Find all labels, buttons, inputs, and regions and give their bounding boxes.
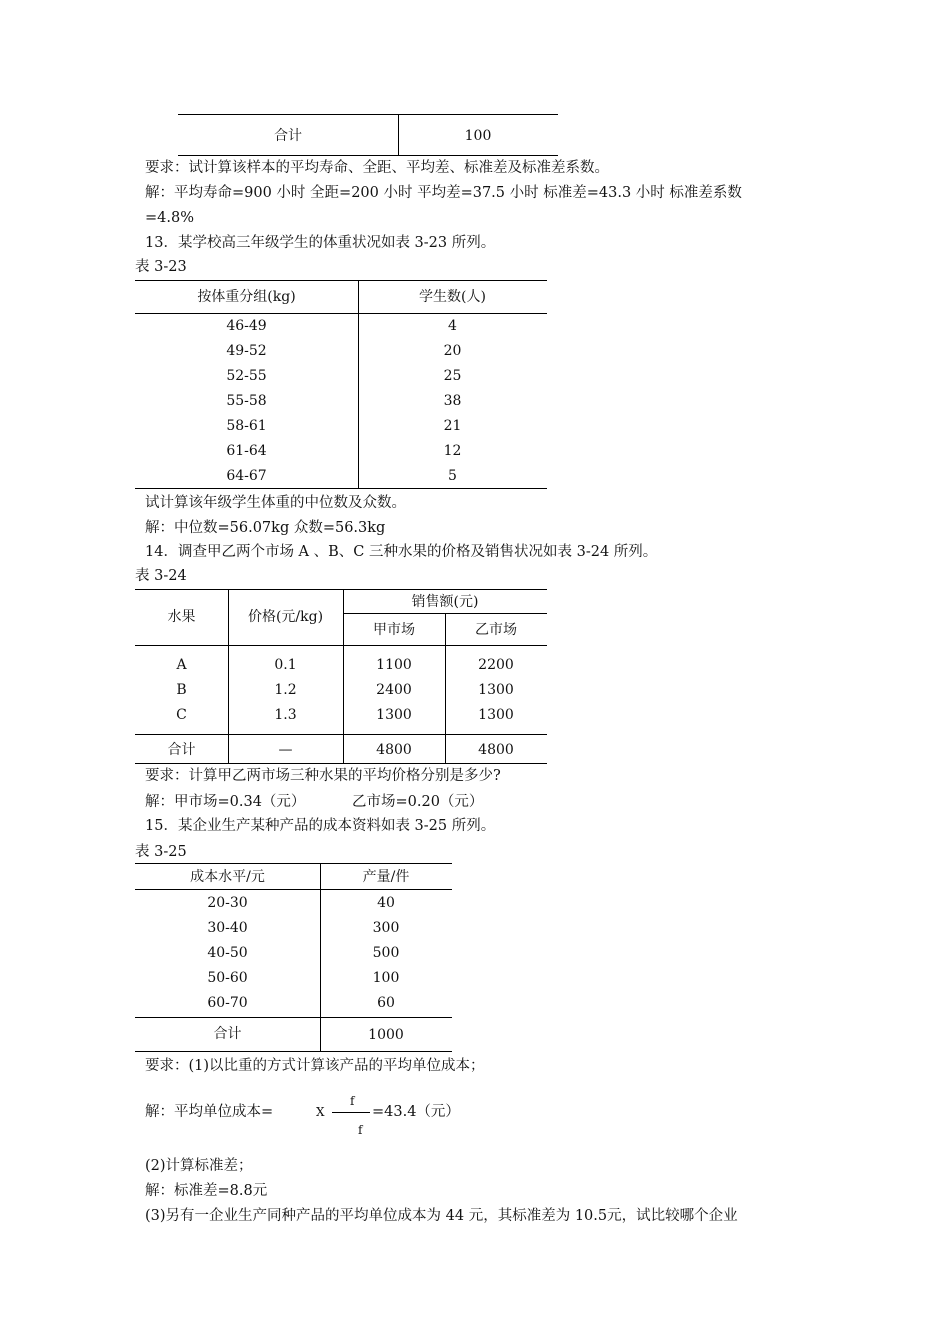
table-rule xyxy=(135,763,547,764)
p15-answer-1-prefix: 解：平均单位成本= xyxy=(145,1104,274,1120)
header-sales: 销售额(元) xyxy=(411,594,479,610)
table-rule xyxy=(135,889,452,890)
p15-title: 15．某企业生产某种产品的成本资料如表 3-25 所列。 xyxy=(145,818,496,834)
table-cell: 40 xyxy=(377,895,395,911)
header-weight-group: 按体重分组(kg) xyxy=(197,289,296,305)
total-value: 100 xyxy=(464,128,492,144)
table-cell: 20-30 xyxy=(207,895,248,911)
p15-requirement-2: (2)计算标准差； xyxy=(145,1158,253,1174)
table-cell: 38 xyxy=(443,393,462,409)
p14-title: 14．调查甲乙两个市场 A 、B、C 三种水果的价格及销售状况如表 3-24 所列。 xyxy=(145,544,658,560)
formula-x: X xyxy=(316,1105,325,1119)
table-rule xyxy=(135,1051,452,1052)
p15-answer-2: 解：标准差=8.8元 xyxy=(145,1183,268,1199)
table-cell: 1.3 xyxy=(274,707,297,723)
table-rule xyxy=(135,589,547,590)
table-cell: 58-61 xyxy=(226,418,267,434)
table-cell: 1300 xyxy=(376,707,412,723)
p12-answer-line2: =4.8% xyxy=(145,210,194,226)
table-cell: 12 xyxy=(443,443,462,459)
header-output: 产量/件 xyxy=(362,869,410,885)
p13-caption: 表 3-23 xyxy=(135,259,187,275)
p14-answer-yi: 乙市场=0.20（元） xyxy=(352,794,484,810)
header-market-jia: 甲市场 xyxy=(373,622,415,638)
header-student-count: 学生数(人) xyxy=(419,289,486,305)
table-cell: 2400 xyxy=(376,682,412,698)
total-label: 合计 xyxy=(274,128,302,144)
table-total-cell: 4800 xyxy=(376,742,412,758)
table-cell: 21 xyxy=(443,418,462,434)
table-rule xyxy=(135,1017,452,1018)
p14-answer-jia: 解：甲市场=0.34（元） xyxy=(145,794,306,810)
table-total-cell: 合计 xyxy=(213,1026,242,1042)
table-cell: 2200 xyxy=(478,657,514,673)
table-total-cell: 4800 xyxy=(478,742,514,758)
table-cell: 64-67 xyxy=(226,468,267,484)
table-cell: 55-58 xyxy=(226,393,267,409)
p13-requirement: 试计算该年级学生体重的中位数及众数。 xyxy=(145,495,406,511)
formula-denominator: f xyxy=(358,1123,363,1137)
table-cell: 50-60 xyxy=(207,970,248,986)
table-cell: 60 xyxy=(377,995,395,1011)
table-cell: 1.2 xyxy=(274,682,297,698)
table-cell: 1300 xyxy=(478,707,514,723)
table-cell: 0.1 xyxy=(274,657,297,673)
table-rule xyxy=(135,313,547,314)
table-cell: 60-70 xyxy=(207,995,248,1011)
table-cell: 49-52 xyxy=(226,343,267,359)
table-total-cell: — xyxy=(278,742,293,758)
table-cell: 30-40 xyxy=(207,920,248,936)
table-rule xyxy=(178,155,558,156)
table-total-cell: 1000 xyxy=(368,1027,404,1043)
p15-requirement-3: (3)另有一企业生产同种产品的平均单位成本为 44 元，其标准差为 10.5元，试比较哪个企业 xyxy=(145,1208,738,1224)
table-cell: 46-49 xyxy=(226,318,267,334)
table-rule xyxy=(135,280,547,281)
table-cell: 300 xyxy=(372,920,400,936)
table-rule xyxy=(178,114,558,115)
table-rule xyxy=(135,645,547,646)
formula-numerator: f xyxy=(350,1094,355,1108)
p15-requirement-1: 要求：(1)以比重的方式计算该产品的平均单位成本； xyxy=(145,1058,485,1074)
p14-requirement: 要求：计算甲乙两市场三种水果的平均价格分别是多少? xyxy=(145,768,501,784)
table-cell: 1300 xyxy=(478,682,514,698)
table-rule xyxy=(135,488,547,489)
table-cell: 40-50 xyxy=(207,945,248,961)
fraction-bar xyxy=(332,1112,370,1113)
header-price: 价格(元/kg) xyxy=(247,609,324,625)
table-cell: 5 xyxy=(448,468,457,484)
table-cell: 500 xyxy=(372,945,400,961)
header-market-yi: 乙市场 xyxy=(475,622,517,638)
p12-answer-line1: 解：平均寿命=900 小时 全距=200 小时 平均差=37.5 小时 标准差=43.3 小时 标准差系数 xyxy=(145,185,742,201)
table-cell: 61-64 xyxy=(226,443,267,459)
table-cell: 20 xyxy=(443,343,462,359)
p13-answer: 解：中位数=56.07kg 众数=56.3kg xyxy=(145,520,386,536)
table-cell: B xyxy=(176,682,187,698)
table-total-cell: 合计 xyxy=(167,742,196,758)
header-cost-level: 成本水平/元 xyxy=(190,869,265,885)
p15-caption: 表 3-25 xyxy=(135,844,187,860)
table-cell: 4 xyxy=(448,318,457,334)
p13-title: 13．某学校高三年级学生的体重状况如表 3-23 所列。 xyxy=(145,235,496,251)
table-cell: 25 xyxy=(443,368,462,384)
table-cell: 52-55 xyxy=(226,368,267,384)
header-fruit: 水果 xyxy=(167,609,196,625)
table-cell: 100 xyxy=(372,970,400,986)
table-rule xyxy=(135,734,547,735)
p15-answer-1-result: =43.4（元） xyxy=(372,1104,460,1120)
table-cell: C xyxy=(176,707,187,723)
table-cell: A xyxy=(176,657,187,673)
table-cell: 1100 xyxy=(376,657,412,673)
table-rule xyxy=(135,863,452,864)
p12-requirement: 要求：试计算该样本的平均寿命、全距、平均差、标准差及标准差系数。 xyxy=(145,160,609,176)
p14-caption: 表 3-24 xyxy=(135,568,187,584)
table-rule xyxy=(343,589,344,763)
